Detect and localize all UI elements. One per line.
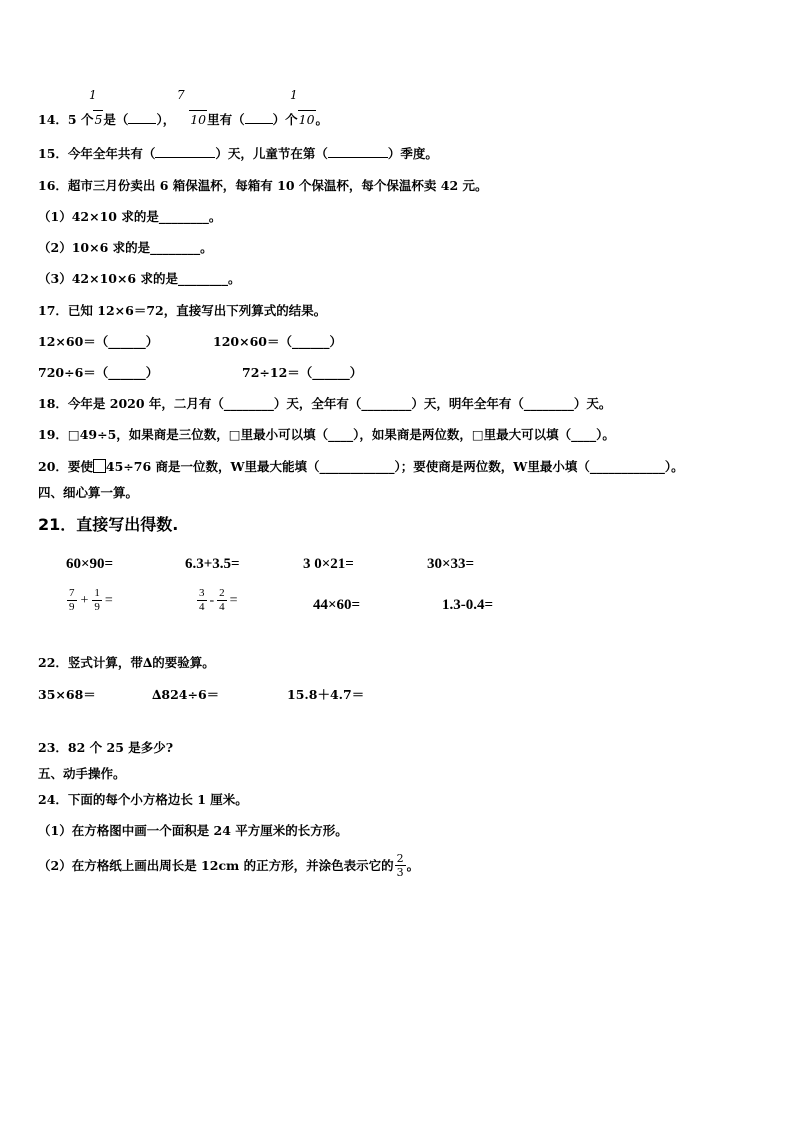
- section-5-heading: 五、动手操作。: [38, 766, 126, 781]
- q14-fraction-2-numerator: 7: [177, 88, 185, 102]
- q21-r2-c[interactable]: 44×60=: [313, 597, 361, 613]
- q14-fraction-3-numerator: 1: [290, 88, 298, 102]
- q15-blank-1[interactable]: [155, 146, 215, 158]
- q15: 15．今年全年共有（ ）天，儿童节在第（ ）季度。: [38, 146, 438, 161]
- q21-r1-b[interactable]: 6.3+3.5=: [185, 556, 240, 572]
- q24-sub-2: （2）在方格纸上画出周长是 12cm 的正方形，并涂色表示它的 $\frac{2}{3}$ 。: [38, 852, 420, 879]
- q17-b[interactable]: 120×60＝（______）: [213, 334, 342, 349]
- q21-title: 21．直接写出得数.: [38, 515, 179, 534]
- q21-r1-a[interactable]: 60×90=: [66, 556, 114, 572]
- q21-r1-c[interactable]: 3 0×21=: [303, 556, 354, 572]
- q16-sub-3[interactable]: （3）42×10×6 求的是________。: [38, 271, 241, 286]
- q17-a[interactable]: 12×60＝（______）: [38, 334, 159, 349]
- q18: 18．今年是 2020 年，二月有（________）天，全年有（________）天，明年全年有（________）天。: [38, 396, 612, 411]
- q14-fraction-2: 10: [190, 112, 207, 127]
- q21-fraction-expr-2[interactable]: $\frac{3}{4}$ - $\frac{2}{4}$ =: [199, 587, 238, 613]
- q19: 19．□49÷5，如果商是三位数，□里最小可以填（____），如果商是两位数，□里最大可以填（____）。: [38, 427, 615, 442]
- blank-box-icon: [93, 459, 106, 473]
- q16-sub-2[interactable]: （2）10×6 求的是________。: [38, 240, 213, 255]
- q14-fraction-1-numerator: 1: [89, 88, 97, 102]
- q17: 17．已知 12×6＝72，直接写出下列算式的结果。: [38, 303, 327, 318]
- section-4-heading: 四、细心算一算。: [38, 485, 139, 500]
- q14-blank-2[interactable]: [245, 112, 273, 124]
- q22-a[interactable]: 35×68＝: [38, 687, 96, 702]
- q24: 24．下面的每个小方格边长 1 厘米。: [38, 792, 248, 807]
- q20: 20．要使 45÷76 商是一位数，W里最大能填（____________）；要使商是两位数，W里最小填（____________）。: [38, 459, 684, 474]
- q22-b[interactable]: ∆824÷6＝: [152, 687, 220, 702]
- q14-fraction-1: 5: [94, 112, 103, 127]
- q24-sub-1: （1）在方格图中画一个面积是 24 平方厘米的长方形。: [38, 823, 348, 838]
- q22: 22．竖式计算，带∆的要验算。: [38, 655, 215, 670]
- q17-d[interactable]: 72÷12＝（______）: [242, 365, 363, 380]
- q14-blank-1[interactable]: [128, 112, 156, 124]
- q14: 14．5 个5是（ ）， 10里有（ ）个10。: [38, 112, 329, 127]
- q17-c[interactable]: 720÷6＝（______）: [38, 365, 159, 380]
- q21-r2-d[interactable]: 1.3-0.4=: [442, 597, 494, 613]
- q14-fraction-3: 10: [298, 112, 315, 127]
- q16-sub-1[interactable]: （1）42×10 求的是________。: [38, 209, 222, 224]
- q21-fraction-expr-1[interactable]: $\frac{7}{9}$ + $\frac{1}{9}$ =: [69, 587, 113, 613]
- q23: 23．82 个 25 是多少?: [38, 740, 174, 755]
- q22-c[interactable]: 15.8＋4.7＝: [287, 687, 365, 702]
- q24-fraction: $\frac{2}{3}$: [396, 852, 404, 879]
- q15-blank-2[interactable]: [328, 146, 388, 158]
- q16: 16．超市三月份卖出 6 箱保温杯，每箱有 10 个保温杯，每个保温杯卖 42 元。: [38, 178, 488, 193]
- q21-r1-d[interactable]: 30×33=: [427, 556, 475, 572]
